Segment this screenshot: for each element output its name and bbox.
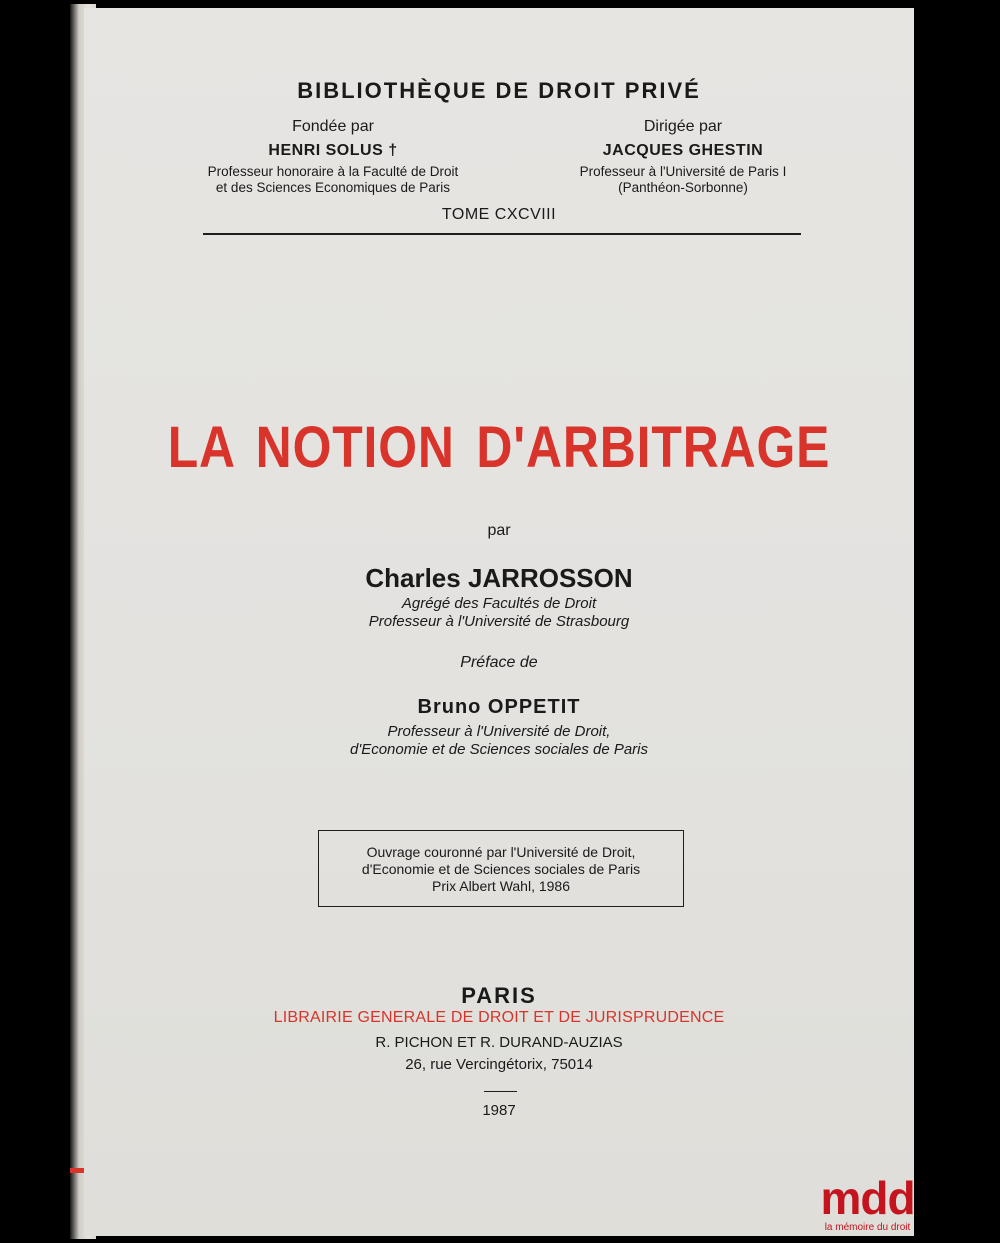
by-label: par [487,522,511,539]
series-title: BIBLIOTHÈQUE DE DROIT PRIVÉ [297,78,701,103]
book-cover [84,8,914,1236]
award-line1: Ouvrage couronné par l'Université de Droit, [366,844,636,860]
author-affiliation-line2: Professeur à l'Université de Strasbourg [368,613,630,630]
director-affiliation-line1: Professeur à l'Université de Paris I [579,164,787,179]
author-affiliation-line1: Agrégé des Facultés de Droit [401,595,597,612]
spine-red-mark [70,1168,84,1173]
watermark-logo [815,1172,920,1243]
watermark-mark: mdd [820,1172,915,1224]
watermark-tagline: la mémoire du droit [824,1222,911,1233]
award-line2: d'Economie et de Sciences sociales de Paris [361,861,641,877]
preface-author: Bruno OPPETIT [417,696,581,718]
founder-name: HENRI SOLUS † [268,142,398,159]
publication-year: 1987 [482,1102,516,1119]
founder-role: Fondée par [292,118,374,135]
director-block [518,116,848,196]
director-affiliation-line2: (Panthéon-Sorbonne) [618,180,748,195]
preface-label: Préface de [460,654,538,671]
year-divider [484,1091,517,1092]
publisher-name: LIBRAIRIE GENERALE DE DROIT ET DE JURISPRUDENCE [273,1009,725,1026]
author-name: Charles JARROSSON [365,563,633,593]
publisher-address: 26, rue Vercingétorix, 75014 [405,1056,593,1073]
award-box [318,830,684,907]
award-line3: Prix Albert Wahl, 1986 [432,878,570,894]
book-title: LA NOTION D'ARBITRAGE [167,415,831,480]
publisher-city: PARIS [461,983,537,1008]
director-name: JACQUES GHESTIN [602,142,764,159]
preface-affiliation-line2: d'Economie et de Sciences sociales de Paris [349,741,649,758]
founder-affiliation-line2: et des Sciences Economiques de Paris [215,180,451,195]
founder-block [168,116,498,196]
tome-number: TOME CXCVIII [441,206,557,223]
header-divider [203,233,801,235]
founder-affiliation-line1: Professeur honoraire à la Faculté de Droit [207,164,459,179]
preface-affiliation-line1: Professeur à l'Université de Droit, [387,723,611,740]
preface-affiliation [84,723,914,759]
publisher-subname: R. PICHON ET R. DURAND-AUZIAS [375,1034,623,1051]
author-affiliation [84,595,914,631]
director-role: Dirigée par [643,118,723,135]
